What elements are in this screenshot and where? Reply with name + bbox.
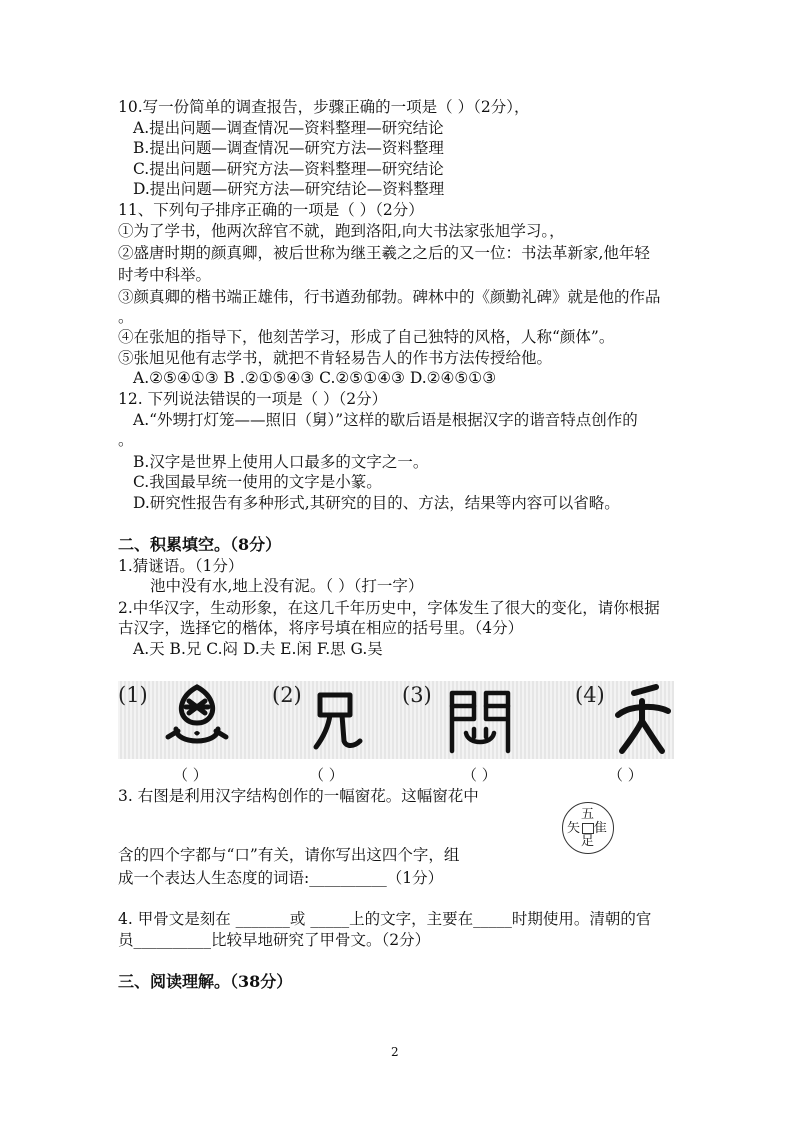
q12-option-a: A.“外甥打灯笼——照旧（舅）”这样的歇后语是根据汉字的谐音特点创作的: [133, 411, 638, 429]
q10-option-d: D.提出问题—研究方法—研究结论—资料整理: [133, 180, 445, 198]
answer-blank-4[interactable]: （ ）: [608, 766, 643, 784]
q11-sentence-5: ⑤张旭见他有志学书，就把不肯轻易告人的作书方法传授给他。: [118, 349, 553, 367]
glyph-label-3: (3): [402, 683, 432, 707]
glyph-label-1: (1): [118, 683, 148, 707]
q12-stem: 12. 下列说法错误的一项是（ ）（2分）: [118, 390, 388, 408]
q12-option-d: D.研究性报告有多种形式,其研究的目的、方法，结果等内容可以省略。: [133, 494, 620, 512]
s2-q2-options: A.天 B.兄 C.闷 D.夫 E.闲 F.思 G.吴: [133, 640, 383, 658]
circle-char-bottom: 足: [581, 834, 595, 849]
q11-sentence-2: ②盛唐时期的颜真卿，被后世称为继王羲之之后的又一位：书法革新家,他年轻: [118, 244, 650, 262]
q10-stem: 10.写一份简单的调查报告，步骤正确的一项是（ ）（2分），: [118, 98, 530, 116]
s2-q4-line1: 4. 甲骨文是刻在 _______或 _____上的文字，主要在_____时期使用。清朝的官: [118, 910, 652, 928]
circle-char-left: 矢: [567, 821, 581, 836]
s2-q1-stem: 1.猜谜语。（1分）: [118, 557, 244, 575]
q10-option-b: B.提出问题—调查情况—研究方法—资料整理: [133, 139, 444, 157]
ancient-glyph-4: [612, 681, 674, 759]
s2-q3-line1: 3. 右图是利用汉字结构创作的一幅窗花。这幅窗花中: [118, 787, 479, 805]
s2-q3-line3: 成一个表达人生态度的词语:__________（1分）: [118, 869, 444, 887]
page-number: 2: [391, 1045, 399, 1059]
s2-q4-line2: 员__________比较早地研究了甲骨文。（2分）: [118, 931, 431, 949]
answer-blank-2[interactable]: （ ）: [309, 766, 344, 784]
q10-option-a: A.提出问题—调查情况—资料整理—研究结论: [133, 119, 444, 137]
q10-option-c: C.提出问题—研究方法—资料整理—研究结论: [133, 160, 444, 178]
section3-heading: 三、阅读理解。（38分）: [118, 972, 293, 991]
q11-sentence-3: ③颜真卿的楷书端正雄伟，行书遒劲郁勃。碑林中的《颜勤礼碑》就是他的作品: [118, 288, 661, 306]
s2-q2-line2: 古汉字，选择它的楷体，将序号填在相应的括号里。（4分）: [118, 619, 524, 637]
q11-stem: 11、下列句子排序正确的一项是（ ）（2分）: [118, 201, 424, 219]
ancient-characters-strip: [118, 681, 674, 759]
glyph-label-2: (2): [272, 683, 302, 707]
s2-q2-line1: 2.中华汉字，生动形象，在这几千年历史中，字体发生了很大的变化，请你根据: [118, 599, 660, 617]
s2-q1-riddle: 池中没有水,地上没有泥。（ ）（打一字）: [150, 577, 424, 595]
q11-sentence-2-cont: 时考中科举。: [118, 266, 212, 284]
q11-sentence-1: ①为了学书，他两次辞官不就，跑到洛阳,向大书法家张旭学习。，: [118, 222, 565, 240]
q11-sentence-3-cont: 。: [118, 308, 134, 326]
section2-heading: 二、积累填空。（8分）: [118, 535, 282, 554]
ancient-glyph-1: [162, 681, 232, 759]
answer-blank-3[interactable]: （ ）: [462, 766, 497, 784]
answer-blank-1[interactable]: （ ）: [173, 766, 208, 784]
q11-sentence-4: ④在张旭的指导下，他刻苦学习，形成了自己独特的风格，人称“颜体”。: [118, 328, 615, 346]
glyph-label-4: (4): [575, 683, 605, 707]
window-flower-figure: [562, 802, 614, 854]
center-mouth-square: [582, 823, 594, 834]
q12-option-b: B.汉字是世界上使用人口最多的文字之一。: [133, 453, 429, 471]
ancient-glyph-2: [310, 681, 370, 759]
q12-option-c: C.我国最早统一使用的文字是小篆。: [133, 473, 382, 491]
circle-char-right: 隹: [594, 821, 608, 836]
q12-option-a-cont: 。: [118, 431, 134, 449]
q11-options: A.②⑤④①③ B .②①⑤④③ C.②⑤①④③ D.②④⑤①③: [133, 369, 497, 387]
ancient-glyph-3: [444, 681, 516, 759]
circle-char-top: 五: [581, 807, 595, 822]
s2-q3-line2: 含的四个字都与“口”有关，请你写出这四个字，组: [118, 846, 460, 864]
